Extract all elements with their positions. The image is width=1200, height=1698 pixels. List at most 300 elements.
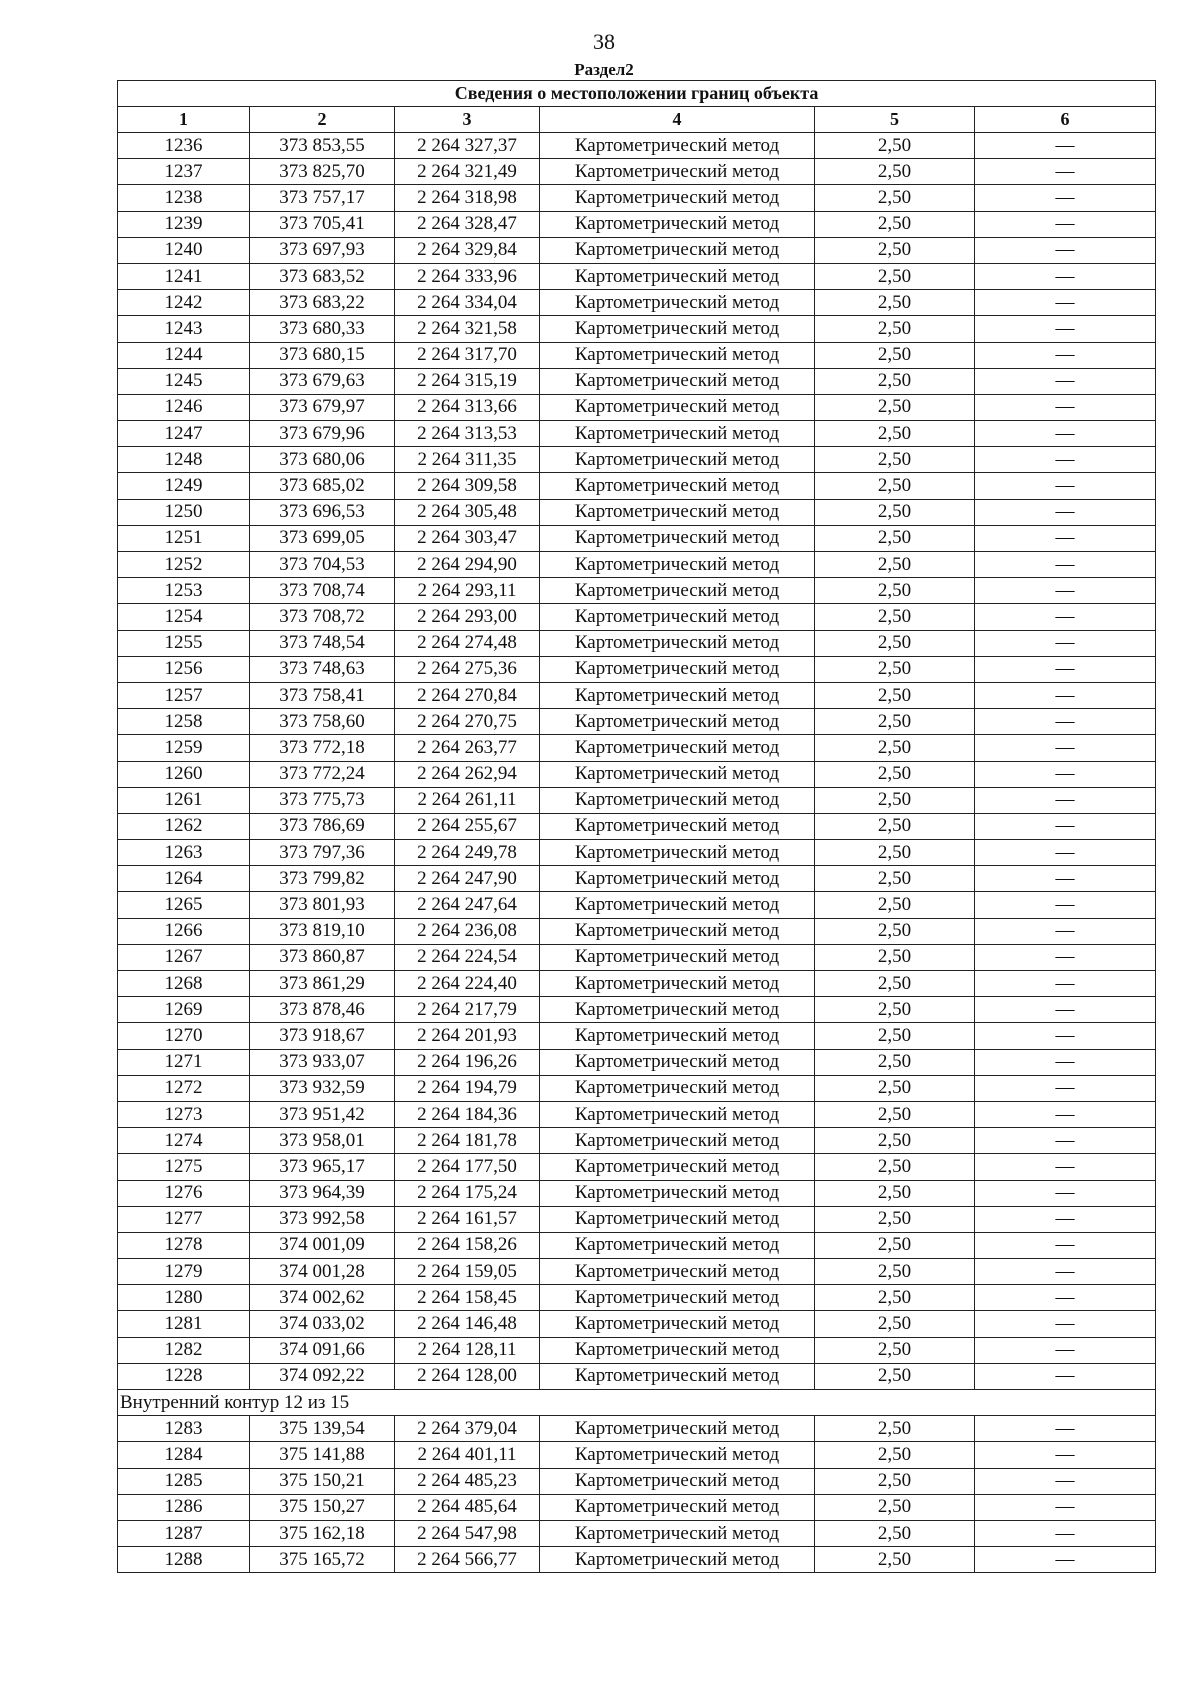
column-header: 2 — [250, 107, 395, 133]
point-number-cell: 1243 — [118, 316, 250, 342]
y-coordinate-cell: 2 264 236,08 — [395, 918, 540, 944]
accuracy-cell: 2,50 — [815, 866, 975, 892]
x-coordinate-cell: 373 853,55 — [250, 133, 395, 159]
table-row — [118, 159, 1156, 185]
x-coordinate-cell: 373 825,70 — [250, 159, 395, 185]
y-coordinate-cell: 2 264 313,53 — [395, 421, 540, 447]
accuracy-cell: 2,50 — [815, 1547, 975, 1573]
y-coordinate-cell: 2 264 224,40 — [395, 971, 540, 997]
y-coordinate-cell: 2 264 485,23 — [395, 1468, 540, 1494]
method-cell: Картометрический метод — [540, 263, 815, 289]
accuracy-cell: 2,50 — [815, 552, 975, 578]
page-number: 38 — [593, 29, 615, 54]
y-coordinate-cell: 2 264 294,90 — [395, 552, 540, 578]
accuracy-cell: 2,50 — [815, 1259, 975, 1285]
accuracy-cell: 2,50 — [815, 421, 975, 447]
table-row — [118, 237, 1156, 263]
point-number-cell: 1245 — [118, 368, 250, 394]
table-row — [118, 1075, 1156, 1101]
method-cell: Картометрический метод — [540, 787, 815, 813]
point-number-cell: 1236 — [118, 133, 250, 159]
method-cell: Картометрический метод — [540, 552, 815, 578]
accuracy-cell: 2,50 — [815, 813, 975, 839]
table-row — [118, 1232, 1156, 1258]
table-row — [118, 604, 1156, 630]
x-coordinate-cell: 373 705,41 — [250, 211, 395, 237]
column-header: 6 — [975, 107, 1156, 133]
column-header: 3 — [395, 107, 540, 133]
description-cell: — — [975, 735, 1156, 761]
method-cell: Картометрический метод — [540, 1232, 815, 1258]
method-cell: Картометрический метод — [540, 761, 815, 787]
description-cell: — — [975, 1259, 1156, 1285]
description-cell: — — [975, 1311, 1156, 1337]
point-number-cell: 1259 — [118, 735, 250, 761]
accuracy-cell: 2,50 — [815, 237, 975, 263]
x-coordinate-cell: 373 704,53 — [250, 552, 395, 578]
x-coordinate-cell: 373 797,36 — [250, 840, 395, 866]
accuracy-cell: 2,50 — [815, 290, 975, 316]
description-cell: — — [975, 133, 1156, 159]
y-coordinate-cell: 2 264 303,47 — [395, 525, 540, 551]
accuracy-cell: 2,50 — [815, 787, 975, 813]
accuracy-cell: 2,50 — [815, 185, 975, 211]
method-cell: Картометрический метод — [540, 1128, 815, 1154]
point-number-cell: 1238 — [118, 185, 250, 211]
method-cell: Картометрический метод — [540, 368, 815, 394]
table-row — [118, 185, 1156, 211]
accuracy-cell: 2,50 — [815, 1232, 975, 1258]
x-coordinate-cell: 373 965,17 — [250, 1154, 395, 1180]
x-coordinate-cell: 373 679,96 — [250, 421, 395, 447]
accuracy-cell: 2,50 — [815, 1363, 975, 1389]
description-cell: — — [975, 159, 1156, 185]
y-coordinate-cell: 2 264 128,11 — [395, 1337, 540, 1363]
accuracy-cell: 2,50 — [815, 1311, 975, 1337]
y-coordinate-cell: 2 264 401,11 — [395, 1442, 540, 1468]
x-coordinate-cell: 373 918,67 — [250, 1023, 395, 1049]
y-coordinate-cell: 2 264 333,96 — [395, 263, 540, 289]
description-cell: — — [975, 761, 1156, 787]
description-cell: — — [975, 552, 1156, 578]
description-cell: — — [975, 971, 1156, 997]
x-coordinate-cell: 373 786,69 — [250, 813, 395, 839]
table-row — [118, 1128, 1156, 1154]
accuracy-cell: 2,50 — [815, 997, 975, 1023]
x-coordinate-cell: 373 679,63 — [250, 368, 395, 394]
x-coordinate-cell: 373 758,41 — [250, 682, 395, 708]
point-number-cell: 1262 — [118, 813, 250, 839]
method-cell: Картометрический метод — [540, 578, 815, 604]
y-coordinate-cell: 2 264 313,66 — [395, 394, 540, 420]
table-row — [118, 1363, 1156, 1389]
x-coordinate-cell: 373 932,59 — [250, 1075, 395, 1101]
accuracy-cell: 2,50 — [815, 1520, 975, 1546]
point-number-cell: 1284 — [118, 1442, 250, 1468]
x-coordinate-cell: 373 801,93 — [250, 892, 395, 918]
y-coordinate-cell: 2 264 327,37 — [395, 133, 540, 159]
table-row — [118, 1494, 1156, 1520]
table-row — [118, 866, 1156, 892]
x-coordinate-cell: 373 772,24 — [250, 761, 395, 787]
x-coordinate-cell: 373 680,33 — [250, 316, 395, 342]
description-cell: — — [975, 840, 1156, 866]
point-number-cell: 1278 — [118, 1232, 250, 1258]
y-coordinate-cell: 2 264 274,48 — [395, 630, 540, 656]
table-row — [118, 525, 1156, 551]
accuracy-cell: 2,50 — [815, 840, 975, 866]
y-coordinate-cell: 2 264 217,79 — [395, 997, 540, 1023]
accuracy-cell: 2,50 — [815, 1206, 975, 1232]
point-number-cell: 1228 — [118, 1363, 250, 1389]
accuracy-cell: 2,50 — [815, 1494, 975, 1520]
accuracy-cell: 2,50 — [815, 656, 975, 682]
y-coordinate-cell: 2 264 275,36 — [395, 656, 540, 682]
table-row — [118, 1520, 1156, 1546]
y-coordinate-cell: 2 264 293,11 — [395, 578, 540, 604]
description-cell: — — [975, 997, 1156, 1023]
method-cell: Картометрический метод — [540, 735, 815, 761]
table-row — [118, 1259, 1156, 1285]
accuracy-cell: 2,50 — [815, 1101, 975, 1127]
x-coordinate-cell: 374 033,02 — [250, 1311, 395, 1337]
point-number-cell: 1266 — [118, 918, 250, 944]
table-row — [118, 1049, 1156, 1075]
description-cell: — — [975, 1128, 1156, 1154]
x-coordinate-cell: 373 680,06 — [250, 447, 395, 473]
table-row — [118, 682, 1156, 708]
x-coordinate-cell: 373 958,01 — [250, 1128, 395, 1154]
point-number-cell: 1286 — [118, 1494, 250, 1520]
point-number-cell: 1272 — [118, 1075, 250, 1101]
table-body-inner-contour — [118, 1416, 1156, 1573]
y-coordinate-cell: 2 264 184,36 — [395, 1101, 540, 1127]
method-cell: Картометрический метод — [540, 997, 815, 1023]
description-cell: — — [975, 1285, 1156, 1311]
y-coordinate-cell: 2 264 146,48 — [395, 1311, 540, 1337]
y-coordinate-cell: 2 264 249,78 — [395, 840, 540, 866]
table-row — [118, 290, 1156, 316]
accuracy-cell: 2,50 — [815, 1416, 975, 1442]
method-cell: Картометрический метод — [540, 290, 815, 316]
description-cell: — — [975, 656, 1156, 682]
point-number-cell: 1237 — [118, 159, 250, 185]
y-coordinate-cell: 2 264 379,04 — [395, 1416, 540, 1442]
method-cell: Картометрический метод — [540, 1337, 815, 1363]
point-number-cell: 1264 — [118, 866, 250, 892]
accuracy-cell: 2,50 — [815, 578, 975, 604]
point-number-cell: 1265 — [118, 892, 250, 918]
description-cell: — — [975, 1075, 1156, 1101]
x-coordinate-cell: 373 679,97 — [250, 394, 395, 420]
accuracy-cell: 2,50 — [815, 892, 975, 918]
x-coordinate-cell: 375 165,72 — [250, 1547, 395, 1573]
table-row — [118, 211, 1156, 237]
point-number-cell: 1252 — [118, 552, 250, 578]
point-number-cell: 1288 — [118, 1547, 250, 1573]
accuracy-cell: 2,50 — [815, 1468, 975, 1494]
table-row — [118, 133, 1156, 159]
description-cell: — — [975, 1337, 1156, 1363]
y-coordinate-cell: 2 264 318,98 — [395, 185, 540, 211]
x-coordinate-cell: 375 150,21 — [250, 1468, 395, 1494]
method-cell: Картометрический метод — [540, 813, 815, 839]
method-cell: Картометрический метод — [540, 709, 815, 735]
method-cell: Картометрический метод — [540, 1520, 815, 1546]
description-cell: — — [975, 1232, 1156, 1258]
x-coordinate-cell: 373 699,05 — [250, 525, 395, 551]
y-coordinate-cell: 2 264 261,11 — [395, 787, 540, 813]
table-row — [118, 1180, 1156, 1206]
point-number-cell: 1258 — [118, 709, 250, 735]
description-cell: — — [975, 918, 1156, 944]
point-number-cell: 1275 — [118, 1154, 250, 1180]
table-row — [118, 394, 1156, 420]
y-coordinate-cell: 2 264 547,98 — [395, 1520, 540, 1546]
point-number-cell: 1274 — [118, 1128, 250, 1154]
description-cell: — — [975, 342, 1156, 368]
contour-label-row — [118, 1390, 1156, 1416]
table-row — [118, 342, 1156, 368]
point-number-cell: 1261 — [118, 787, 250, 813]
point-number-cell: 1240 — [118, 237, 250, 263]
table-row — [118, 1337, 1156, 1363]
table-row — [118, 1101, 1156, 1127]
y-coordinate-cell: 2 264 566,77 — [395, 1547, 540, 1573]
method-cell: Картометрический метод — [540, 421, 815, 447]
table-row — [118, 1468, 1156, 1494]
y-coordinate-cell: 2 264 247,90 — [395, 866, 540, 892]
method-cell: Картометрический метод — [540, 1101, 815, 1127]
y-coordinate-cell: 2 264 485,64 — [395, 1494, 540, 1520]
method-cell: Картометрический метод — [540, 1285, 815, 1311]
point-number-cell: 1249 — [118, 473, 250, 499]
y-coordinate-cell: 2 264 305,48 — [395, 499, 540, 525]
description-cell: — — [975, 1442, 1156, 1468]
accuracy-cell: 2,50 — [815, 368, 975, 394]
accuracy-cell: 2,50 — [815, 1049, 975, 1075]
description-cell: — — [975, 1416, 1156, 1442]
description-cell: — — [975, 211, 1156, 237]
method-cell: Картометрический метод — [540, 1363, 815, 1389]
x-coordinate-cell: 373 951,42 — [250, 1101, 395, 1127]
method-cell: Картометрический метод — [540, 342, 815, 368]
y-coordinate-cell: 2 264 159,05 — [395, 1259, 540, 1285]
description-cell: — — [975, 1494, 1156, 1520]
table-row — [118, 971, 1156, 997]
point-number-cell: 1282 — [118, 1337, 250, 1363]
y-coordinate-cell: 2 264 194,79 — [395, 1075, 540, 1101]
column-header: 5 — [815, 107, 975, 133]
y-coordinate-cell: 2 264 262,94 — [395, 761, 540, 787]
method-cell: Картометрический метод — [540, 1259, 815, 1285]
point-number-cell: 1270 — [118, 1023, 250, 1049]
table-row — [118, 918, 1156, 944]
x-coordinate-cell: 373 992,58 — [250, 1206, 395, 1232]
accuracy-cell: 2,50 — [815, 761, 975, 787]
description-cell: — — [975, 787, 1156, 813]
method-cell: Картометрический метод — [540, 1023, 815, 1049]
y-coordinate-cell: 2 264 270,75 — [395, 709, 540, 735]
point-number-cell: 1248 — [118, 447, 250, 473]
y-coordinate-cell: 2 264 329,84 — [395, 237, 540, 263]
y-coordinate-cell: 2 264 321,49 — [395, 159, 540, 185]
method-cell: Картометрический метод — [540, 971, 815, 997]
x-coordinate-cell: 375 162,18 — [250, 1520, 395, 1546]
point-number-cell: 1241 — [118, 263, 250, 289]
accuracy-cell: 2,50 — [815, 604, 975, 630]
x-coordinate-cell: 374 092,22 — [250, 1363, 395, 1389]
method-cell: Картометрический метод — [540, 840, 815, 866]
point-number-cell: 1247 — [118, 421, 250, 447]
description-cell: — — [975, 630, 1156, 656]
description-cell: — — [975, 237, 1156, 263]
method-cell: Картометрический метод — [540, 1206, 815, 1232]
description-cell: — — [975, 1154, 1156, 1180]
boundary-coordinates-table — [117, 80, 1156, 1573]
method-cell: Картометрический метод — [540, 133, 815, 159]
y-coordinate-cell: 2 264 224,54 — [395, 944, 540, 970]
y-coordinate-cell: 2 264 201,93 — [395, 1023, 540, 1049]
contour-label: Внутренний контур 12 из 15 — [118, 1390, 1156, 1416]
point-number-cell: 1255 — [118, 630, 250, 656]
point-number-cell: 1251 — [118, 525, 250, 551]
point-number-cell: 1242 — [118, 290, 250, 316]
description-cell: — — [975, 944, 1156, 970]
accuracy-cell: 2,50 — [815, 735, 975, 761]
x-coordinate-cell: 373 775,73 — [250, 787, 395, 813]
method-cell: Картометрический метод — [540, 892, 815, 918]
accuracy-cell: 2,50 — [815, 316, 975, 342]
description-cell: — — [975, 578, 1156, 604]
description-cell: — — [975, 1547, 1156, 1573]
point-number-cell: 1246 — [118, 394, 250, 420]
point-number-cell: 1253 — [118, 578, 250, 604]
x-coordinate-cell: 374 001,28 — [250, 1259, 395, 1285]
point-number-cell: 1269 — [118, 997, 250, 1023]
x-coordinate-cell: 373 964,39 — [250, 1180, 395, 1206]
accuracy-cell: 2,50 — [815, 1023, 975, 1049]
x-coordinate-cell: 373 878,46 — [250, 997, 395, 1023]
point-number-cell: 1260 — [118, 761, 250, 787]
accuracy-cell: 2,50 — [815, 211, 975, 237]
description-cell: — — [975, 604, 1156, 630]
point-number-cell: 1281 — [118, 1311, 250, 1337]
description-cell: — — [975, 1049, 1156, 1075]
accuracy-cell: 2,50 — [815, 159, 975, 185]
description-cell: — — [975, 447, 1156, 473]
y-coordinate-cell: 2 264 128,00 — [395, 1363, 540, 1389]
table-row — [118, 1206, 1156, 1232]
table-row — [118, 447, 1156, 473]
table-row — [118, 813, 1156, 839]
table-row — [118, 1154, 1156, 1180]
method-cell: Картометрический метод — [540, 682, 815, 708]
method-cell: Картометрический метод — [540, 473, 815, 499]
column-header: 4 — [540, 107, 815, 133]
y-coordinate-cell: 2 264 158,26 — [395, 1232, 540, 1258]
y-coordinate-cell: 2 264 255,67 — [395, 813, 540, 839]
table-row — [118, 630, 1156, 656]
x-coordinate-cell: 373 680,15 — [250, 342, 395, 368]
table-row — [118, 421, 1156, 447]
description-cell: — — [975, 813, 1156, 839]
accuracy-cell: 2,50 — [815, 1442, 975, 1468]
x-coordinate-cell: 373 819,10 — [250, 918, 395, 944]
method-cell: Картометрический метод — [540, 159, 815, 185]
description-cell: — — [975, 394, 1156, 420]
x-coordinate-cell: 373 697,93 — [250, 237, 395, 263]
x-coordinate-cell: 373 757,17 — [250, 185, 395, 211]
method-cell: Картометрический метод — [540, 211, 815, 237]
table-row — [118, 761, 1156, 787]
table-row — [118, 473, 1156, 499]
table-row — [118, 1285, 1156, 1311]
accuracy-cell: 2,50 — [815, 1075, 975, 1101]
table-row — [118, 552, 1156, 578]
point-number-cell: 1244 — [118, 342, 250, 368]
x-coordinate-cell: 375 141,88 — [250, 1442, 395, 1468]
method-cell: Картометрический метод — [540, 866, 815, 892]
table-row — [118, 316, 1156, 342]
x-coordinate-cell: 375 150,27 — [250, 1494, 395, 1520]
point-number-cell: 1268 — [118, 971, 250, 997]
point-number-cell: 1276 — [118, 1180, 250, 1206]
x-coordinate-cell: 373 683,52 — [250, 263, 395, 289]
y-coordinate-cell: 2 264 315,19 — [395, 368, 540, 394]
method-cell: Картометрический метод — [540, 1494, 815, 1520]
point-number-cell: 1271 — [118, 1049, 250, 1075]
description-cell: — — [975, 368, 1156, 394]
description-cell: — — [975, 709, 1156, 735]
accuracy-cell: 2,50 — [815, 1154, 975, 1180]
method-cell: Картометрический метод — [540, 1049, 815, 1075]
point-number-cell: 1250 — [118, 499, 250, 525]
accuracy-cell: 2,50 — [815, 133, 975, 159]
x-coordinate-cell: 374 002,62 — [250, 1285, 395, 1311]
description-cell: — — [975, 866, 1156, 892]
table-row — [118, 1311, 1156, 1337]
description-cell: — — [975, 1206, 1156, 1232]
point-number-cell: 1263 — [118, 840, 250, 866]
method-cell: Картометрический метод — [540, 944, 815, 970]
x-coordinate-cell: 373 861,29 — [250, 971, 395, 997]
y-coordinate-cell: 2 264 317,70 — [395, 342, 540, 368]
y-coordinate-cell: 2 264 177,50 — [395, 1154, 540, 1180]
accuracy-cell: 2,50 — [815, 918, 975, 944]
accuracy-cell: 2,50 — [815, 263, 975, 289]
description-cell: — — [975, 1468, 1156, 1494]
y-coordinate-cell: 2 264 181,78 — [395, 1128, 540, 1154]
table-row — [118, 944, 1156, 970]
description-cell: — — [975, 892, 1156, 918]
y-coordinate-cell: 2 264 311,35 — [395, 447, 540, 473]
x-coordinate-cell: 373 933,07 — [250, 1049, 395, 1075]
accuracy-cell: 2,50 — [815, 1128, 975, 1154]
table-row — [118, 368, 1156, 394]
method-cell: Картометрический метод — [540, 604, 815, 630]
section-title: Раздел2 — [574, 60, 634, 79]
point-number-cell: 1273 — [118, 1101, 250, 1127]
accuracy-cell: 2,50 — [815, 342, 975, 368]
description-cell: — — [975, 263, 1156, 289]
accuracy-cell: 2,50 — [815, 499, 975, 525]
table-title: Сведения о местоположении границ объекта — [118, 81, 1156, 107]
x-coordinate-cell: 373 772,18 — [250, 735, 395, 761]
accuracy-cell: 2,50 — [815, 944, 975, 970]
accuracy-cell: 2,50 — [815, 1180, 975, 1206]
table-row — [118, 997, 1156, 1023]
